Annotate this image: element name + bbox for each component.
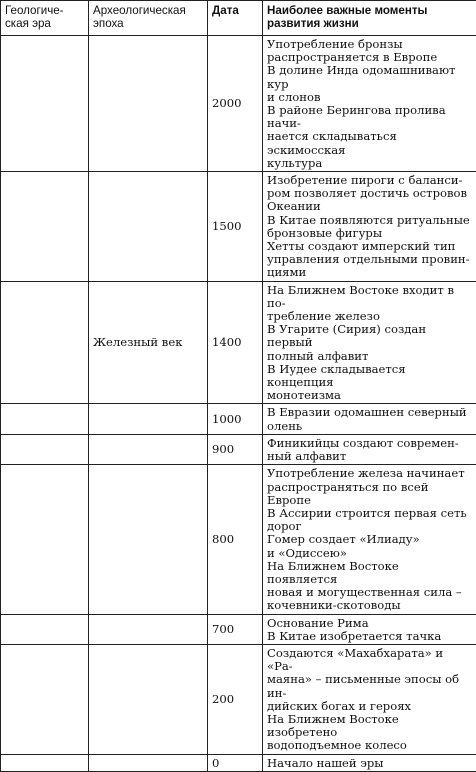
event-item: На Ближнем Востоке появляется новая и могущественная сила – кочевники-скотоводы [267, 560, 472, 613]
header-archaeological-epoch: Археологическая эпоха [89, 1, 208, 36]
events-cell [263, 434, 476, 464]
table-row [1, 281, 476, 404]
event-item: На Ближнем Востоке изобретено водоподъемное колесо [267, 713, 472, 753]
header-important-moments: Наиболее важные моменты развития жизни [263, 1, 476, 36]
era-cell [1, 614, 89, 644]
table-row [1, 404, 476, 434]
header-date: Дата [208, 1, 263, 36]
event-item: Создаются «Махабхарата» и «Ра- маяна» – письменные эпосы об ин- дийских богах и героях [267, 647, 472, 713]
date-cell: 700 [208, 614, 263, 644]
epoch-cell [89, 614, 208, 644]
events-cell [263, 172, 476, 282]
era-cell [1, 754, 89, 771]
event-item: Употребление железа начинает распространяться по всей Европе [267, 467, 472, 507]
epoch-cell: Железный век [89, 281, 208, 404]
header-geological-era: Геологиче- ская эра [1, 1, 89, 36]
date-cell: 2000 [208, 36, 263, 172]
era-cell [1, 465, 89, 614]
event-item: Гомер создает «Илиаду» и «Одиссею» [267, 533, 472, 559]
event-item: В долине Инда одомашнивают кур и слонов [267, 64, 472, 104]
event-item: Изобретение пироги с баланси- ром позволяет достичь островов Океании [267, 174, 472, 214]
event-item: В Угарите (Сирия) создан первый полный алфавит [267, 323, 472, 363]
events-cell [263, 644, 476, 754]
event-item: На Ближнем Востоке входит в по- требление железо [267, 284, 472, 324]
table-header-row [1, 1, 476, 36]
table-row [1, 36, 476, 172]
era-cell [1, 404, 89, 434]
event-item: В районе Берингова пролива начи- нается складываться эскимосская культура [267, 104, 472, 170]
epoch-cell [89, 754, 208, 771]
table-row [1, 434, 476, 464]
date-cell: 1400 [208, 281, 263, 404]
table-body [1, 36, 476, 772]
era-cell [1, 644, 89, 754]
date-cell: 0 [208, 754, 263, 771]
epoch-cell [89, 404, 208, 434]
event-item: Хетты создают имперский тип управления отдельными провин- циями [267, 240, 472, 280]
epoch-cell [89, 172, 208, 282]
events-cell [263, 404, 476, 434]
event-item: В Китае появляются ритуальные бронзовые фигуры [267, 214, 472, 240]
table-row [1, 465, 476, 614]
table-row [1, 644, 476, 754]
event-item: В Иудее складывается концепция монотеизма [267, 363, 472, 403]
event-item: Начало нашей эры [267, 757, 472, 770]
date-cell: 1500 [208, 172, 263, 282]
events-cell [263, 281, 476, 404]
table-row [1, 172, 476, 282]
table-row [1, 754, 476, 771]
epoch-cell [89, 434, 208, 464]
event-item: Финикийцы создают современ- ный алфавит [267, 437, 472, 463]
epoch-cell [89, 36, 208, 172]
epoch-cell [89, 644, 208, 754]
table-row [1, 614, 476, 644]
event-item: В Ассирии строится первая сеть дорог [267, 507, 472, 533]
events-cell [263, 754, 476, 771]
era-cell [1, 281, 89, 404]
era-cell [1, 172, 89, 282]
events-cell [263, 36, 476, 172]
event-item: Основание Рима [267, 617, 472, 630]
epoch-cell [89, 465, 208, 614]
event-item: В Китае изобретается тачка [267, 630, 472, 643]
event-item: В Евразии одомашнен северный олень [267, 406, 472, 432]
date-cell: 200 [208, 644, 263, 754]
event-item: Употребление бронзы распространяется в Европе [267, 38, 472, 64]
era-cell [1, 434, 89, 464]
events-cell [263, 614, 476, 644]
date-cell: 1000 [208, 404, 263, 434]
era-cell [1, 36, 89, 172]
events-cell [263, 465, 476, 614]
date-cell: 900 [208, 434, 263, 464]
date-cell: 800 [208, 465, 263, 614]
